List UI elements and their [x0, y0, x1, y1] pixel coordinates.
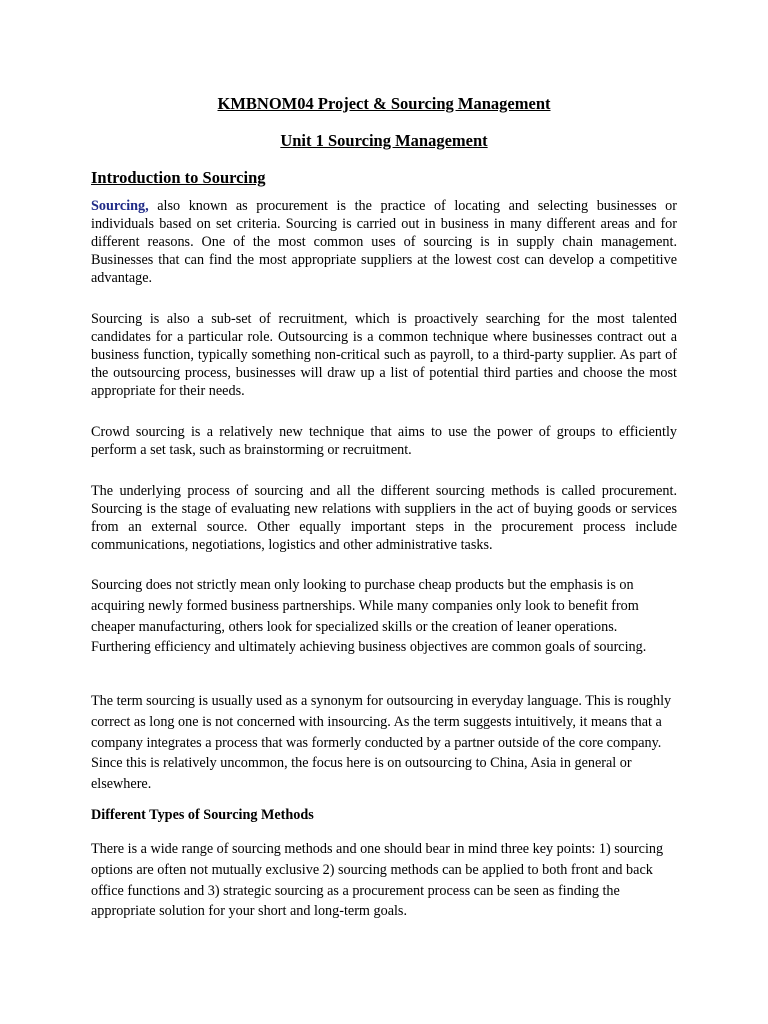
- unit-title: Unit 1 Sourcing Management: [280, 131, 488, 150]
- sourcing-methods-heading: Different Types of Sourcing Methods: [91, 807, 314, 823]
- course-title: KMBNOM04 Project & Sourcing Management: [217, 94, 551, 113]
- partnerships-paragraph: Sourcing does not strictly mean only looking to purchase cheap products but the emphasis is on acquiring newly formed business partnerships. While many companies only look to benefit from cheaper manufacturing, others look for specialized skills or the creation of leaner operations. Furthering efficiency and ultimately achieving business objectives are common goals of sourcing.: [91, 577, 647, 656]
- outsourcing-paragraph: The term sourcing is usually used as a synonym for outsourcing in everyday language. This is roughly correct as long one is not concerned with insourcing. As the term suggests intuitively, it means that a company integrates a process that was formerly conducted by a partner outside of the core company. Since this is relatively uncommon, the focus here is on outsourcing to China, Asia in general or elsewhere.: [91, 693, 672, 793]
- crowd-sourcing-paragraph: Crowd sourcing is a relatively new technique that aims to use the power of groups to efficiently perform a set task, such as brainstorming or recruitment.: [91, 424, 677, 459]
- intro-paragraph: [91, 197, 677, 287]
- recruitment-paragraph: Sourcing is also a sub-set of recruitment, which is proactively searching for the most talented candidates for a particular role. Outsourcing is a common technique where businesses contract out a business function, typically something non-critical such as payroll, to a third-party supplier. As part of the outsourcing process, businesses will draw up a list of potential third parties and choose the most appropriate for their needs.: [91, 311, 677, 400]
- sourcing-term: Sourcing,: [91, 198, 149, 214]
- methods-paragraph: There is a wide range of sourcing methods and one should bear in mind three key points: 1) sourcing options are often not mutually exclusive 2) sourcing methods can be applied to both front and back office functions and 3) strategic sourcing as a procurement process can be seen as finding the appropriate solution for your short and long-term goals.: [91, 841, 664, 920]
- section-heading: Introduction to Sourcing: [91, 168, 266, 187]
- intro-text: also known as procurement is the practice of locating and selecting businesses or individuals based on set criteria. Sourcing is carried out in business in many different areas and for different reasons. One of the most common uses of sourcing is in supply chain management. Businesses that can find the most appropriate suppliers at the lowest cost can develop a competitive advantage.: [91, 198, 677, 287]
- procurement-paragraph: The underlying process of sourcing and all the different sourcing methods is called procurement. Sourcing is the stage of evaluating new relations with suppliers in the act of buying goods or services from an external source. Other equally important steps in the procurement process include communications, negotiations, logistics and other administrative tasks.: [91, 483, 677, 554]
